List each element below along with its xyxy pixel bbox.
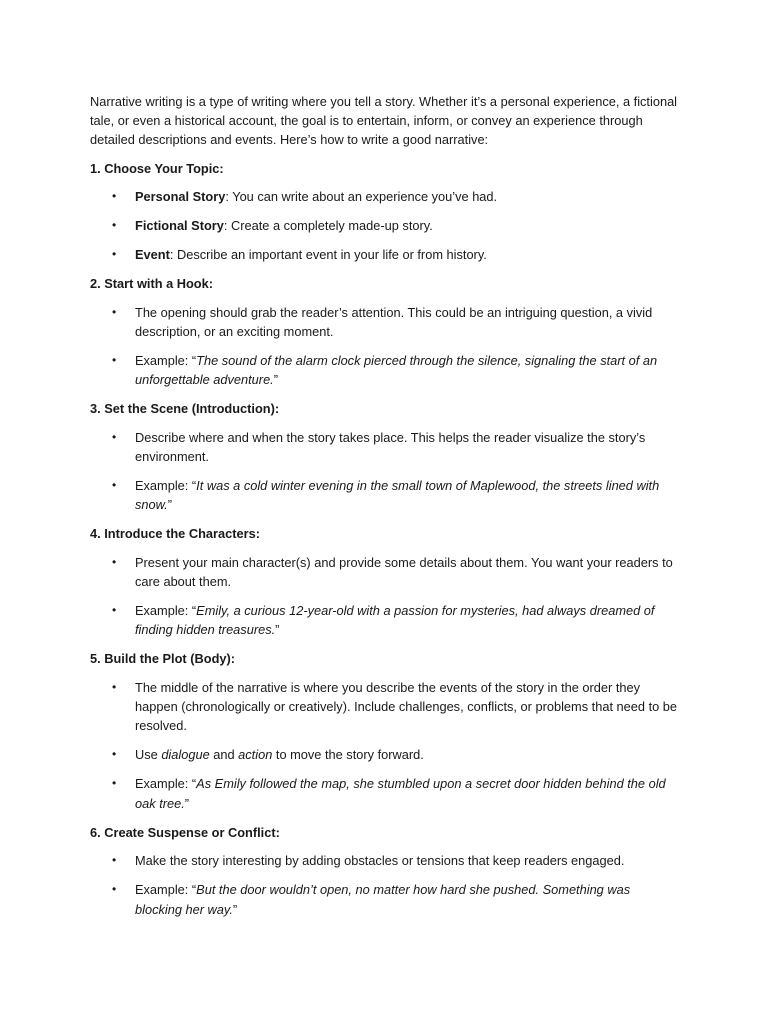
text-run: ”	[275, 622, 280, 638]
list-item	[90, 880, 680, 918]
text-run: Example: “	[135, 478, 197, 494]
bullet-list	[90, 303, 680, 390]
section-heading: 1. Choose Your Topic:	[90, 160, 224, 176]
bold-text: Fictional Story	[135, 218, 224, 234]
list-item	[90, 245, 680, 264]
text-run: to move the story forward.	[272, 747, 424, 763]
list-item	[90, 476, 680, 514]
bullet-icon: •	[112, 429, 117, 444]
bullet-icon: •	[112, 747, 117, 762]
text-run: ”	[167, 497, 172, 513]
bullet-list	[90, 851, 680, 919]
bullet-list	[90, 428, 680, 515]
text-run: Describe where and when the story takes place. This helps the reader visualize the story’s environment.	[135, 429, 646, 464]
sections-container	[90, 159, 680, 919]
italic-text: The sound of the alarm clock pierced through the silence, signaling the start of an unforgettable adventure.	[135, 353, 658, 388]
text-run: ”	[232, 901, 238, 917]
list-item	[90, 428, 680, 466]
section-6	[90, 823, 680, 919]
section-3	[90, 399, 680, 514]
text-run: ”	[184, 795, 190, 811]
section-5	[90, 649, 680, 812]
bullet-icon: •	[112, 478, 117, 493]
section-4	[90, 524, 680, 639]
text-run: Example: “	[135, 353, 197, 369]
text-run: : You can write about an experience you’ve had.	[225, 188, 498, 204]
bold-text: Personal Story	[135, 188, 226, 204]
section-heading: 3. Set the Scene (Introduction):	[90, 401, 280, 417]
list-item	[90, 745, 680, 764]
italic-text: It was a cold winter evening in the small town of Maplewood, the streets lined with snow.	[135, 478, 660, 513]
text-run: The opening should grab the reader’s attention. This could be an intriguing question, a vivid description, or an exciting moment.	[135, 304, 653, 339]
bullet-icon: •	[112, 679, 117, 694]
bullet-icon: •	[112, 776, 117, 791]
section-2	[90, 274, 680, 389]
text-run: : Create a completely made-up story.	[223, 218, 433, 234]
section-1	[90, 159, 680, 265]
list-item	[90, 351, 680, 389]
list-item	[90, 774, 680, 812]
italic-text: But the door wouldn’t open, no matter how hard she pushed. Something was blocking her way.	[135, 882, 631, 917]
bullet-list	[90, 678, 680, 813]
bullet-icon: •	[112, 247, 117, 262]
list-item	[90, 553, 680, 591]
italic-text: dialogue	[161, 747, 210, 763]
bullet-icon: •	[112, 218, 117, 233]
list-item	[90, 678, 680, 736]
section-heading: 4. Introduce the Characters:	[90, 526, 260, 542]
text-run: Example: “	[135, 776, 197, 792]
italic-text: As Emily followed the map, she stumbled upon a secret door hidden behind the old oak tree.	[135, 776, 666, 811]
text-run: Make the story interesting by adding obstacles or tensions that keep readers engaged.	[135, 853, 625, 869]
bullet-icon: •	[112, 603, 117, 618]
list-item	[90, 303, 680, 341]
section-heading: 6. Create Suspense or Conflict:	[90, 824, 280, 840]
section-heading: 5. Build the Plot (Body):	[90, 651, 236, 667]
italic-text: Emily, a curious 12-year-old with a passion for mysteries, had always dreamed of finding hidden treasures.	[135, 603, 655, 638]
bullet-list	[90, 187, 680, 265]
list-item	[90, 216, 680, 235]
text-run: Present your main character(s) and provide some details about them. You want your readers to care about them.	[135, 554, 673, 589]
bullet-icon: •	[112, 304, 117, 319]
bullet-icon: •	[112, 853, 117, 868]
list-item	[90, 851, 680, 870]
text-run: : Describe an important event in your life or from history.	[169, 247, 487, 263]
text-run: Use	[135, 747, 162, 763]
italic-text: action	[238, 747, 273, 763]
text-run: Example: “	[135, 882, 197, 898]
document-page	[90, 92, 680, 929]
text-run: The middle of the narrative is where you describe the events of the story in the order they happen (chronologically or creatively). Include challenges, conflicts, or problems that need to be resolved.	[135, 679, 678, 734]
section-heading: 2. Start with a Hook:	[90, 276, 214, 292]
list-item	[90, 187, 680, 206]
intro-paragraph: Narrative writing is a type of writing where you tell a story. Whether it’s a personal experience, a fictional tale, or even a historical account, the goal is to entertain, inform, or convey an experience through detailed descriptions and events. Here’s how to write a good narrative:	[90, 94, 678, 148]
bullet-list	[90, 553, 680, 640]
text-run: and	[209, 747, 239, 763]
text-run: ”	[273, 372, 279, 388]
bullet-icon: •	[112, 188, 117, 203]
bullet-icon: •	[112, 554, 117, 569]
bullet-icon: •	[112, 353, 117, 368]
text-run: Example: “	[135, 603, 197, 619]
list-item	[90, 601, 680, 639]
bold-text: Event	[135, 247, 170, 263]
bullet-icon: •	[112, 882, 117, 897]
